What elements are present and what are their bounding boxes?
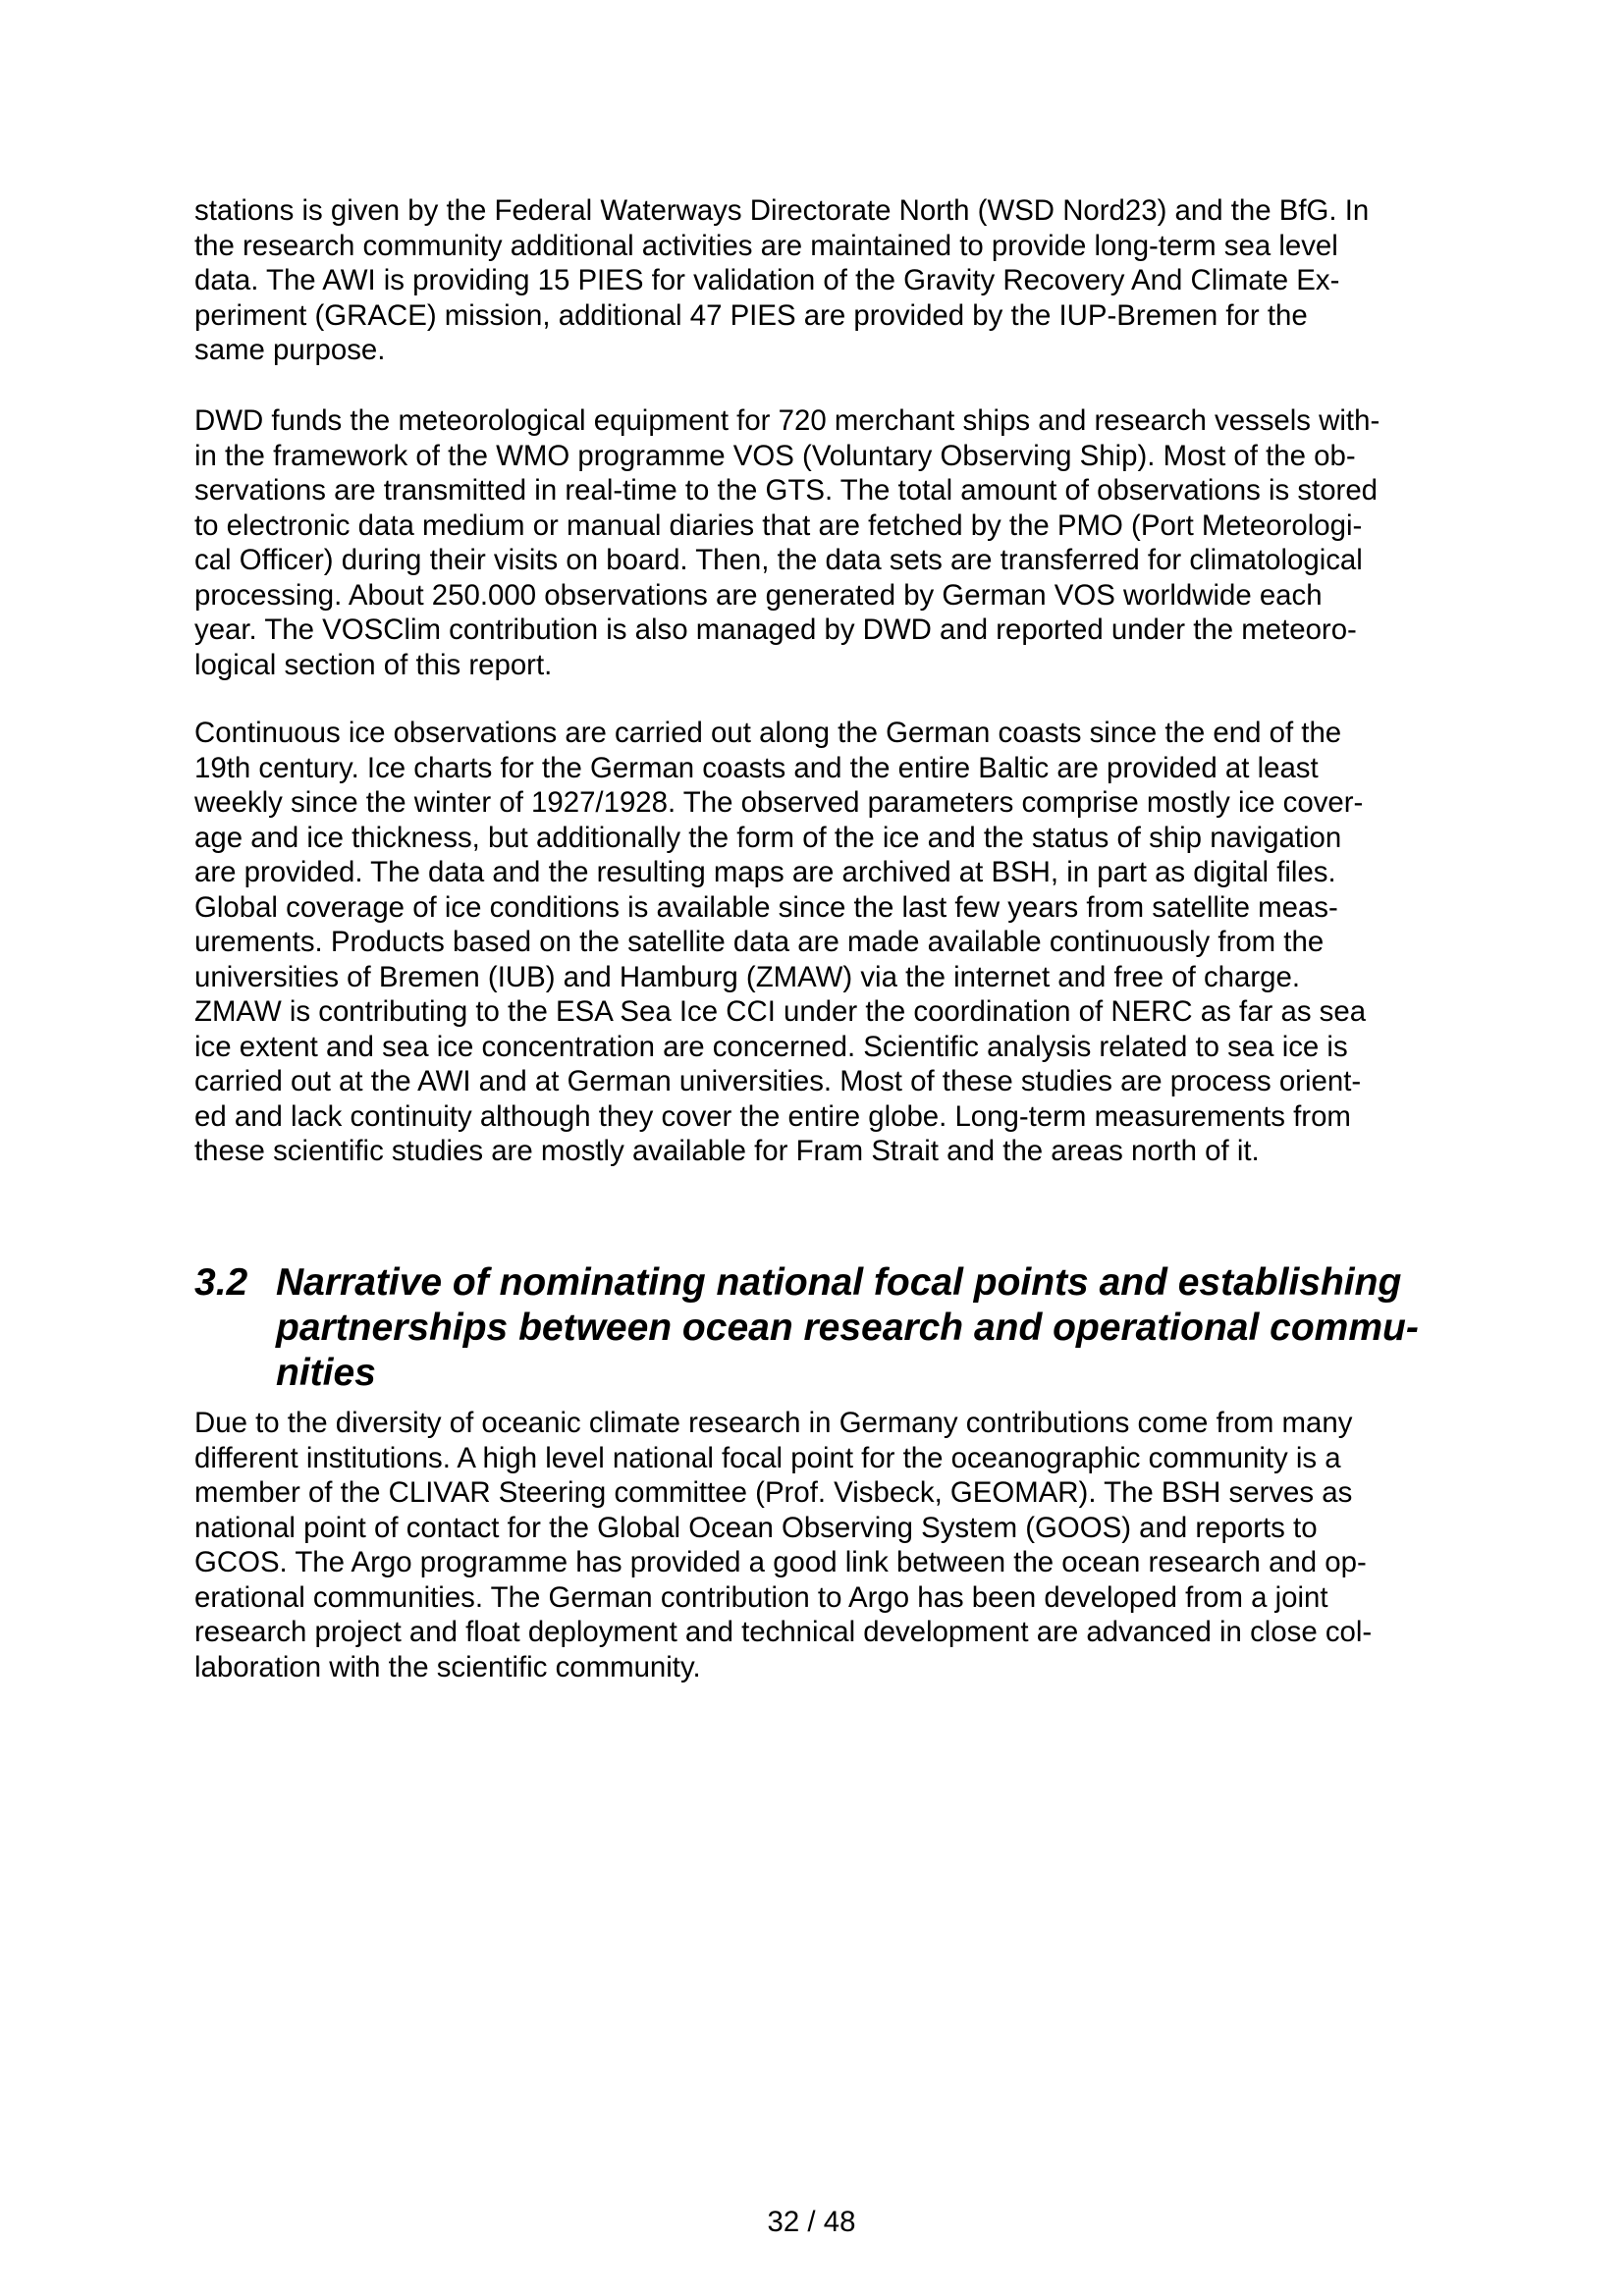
text-line: ZMAW is contributing to the ESA Sea Ice CCI under the coordination of NERC as far as sea	[194, 995, 1367, 1028]
text-line: GCOS. The Argo programme has provided a good link between the ocean research and op-	[194, 1546, 1367, 1578]
text-line: data. The AWI is providing 15 PIES for validation of the Gravity Recovery And Climate Ex-	[194, 264, 1340, 296]
text-line: research project and float deployment and technical development are advanced in close col-	[194, 1616, 1373, 1648]
text-line: in the framework of the WMO programme VOS (Voluntary Observing Ship). Most of the ob-	[194, 439, 1356, 472]
page-number: 32 / 48	[767, 2206, 856, 2238]
section-title-line: nities	[276, 1352, 376, 1394]
text-line: stations is given by the Federal Waterways Directorate North (WSD Nord23) and the BfG. In	[194, 194, 1370, 227]
text-line: servations are transmitted in real-time to the GTS. The total amount of observations is stored	[194, 474, 1379, 507]
text-line: ed and lack continuity although they cover the entire globe. Long-term measurements from	[194, 1099, 1351, 1133]
section-title	[276, 1260, 1419, 1396]
text-line: logical section of this report.	[194, 648, 553, 681]
text-line: Due to the diversity of oceanic climate research in Germany contributions come from many	[194, 1407, 1353, 1439]
paragraph-ice-observations	[194, 716, 1366, 1169]
text-line: DWD funds the meteorological equipment for 720 merchant ships and research vessels with-	[194, 404, 1380, 437]
text-line: these scientific studies are mostly available for Fram Strait and the areas north of it.	[194, 1135, 1260, 1167]
section-title-line: Narrative of nominating national focal points and establishing	[276, 1261, 1402, 1304]
text-line: urements. Products based on the satellite data are made available continuously from the	[194, 926, 1325, 958]
text-line: ice extent and sea ice concentration are concerned. Scientific analysis related to sea ice is	[194, 1030, 1348, 1063]
section-number: 3.2	[194, 1261, 248, 1304]
text-line: to electronic data medium or manual diaries that are fetched by the PMO (Port Meteorologi-	[194, 508, 1363, 542]
text-line: different institutions. A high level national focal point for the oceanographic community is a	[194, 1441, 1341, 1474]
text-line: are provided. The data and the resulting maps are archived at BSH, in part as digital files.	[194, 856, 1336, 888]
section-title-line: partnerships between ocean research and operational commu-	[276, 1307, 1419, 1349]
text-line: the research community additional activities are maintained to provide long-term sea level	[194, 229, 1338, 262]
text-line: national point of contact for the Global Ocean Observing System (GOOS) and reports to	[194, 1511, 1318, 1544]
text-line: carried out at the AWI and at German universities. Most of these studies are process orient-	[194, 1065, 1362, 1097]
text-line: year. The VOSClim contribution is also managed by DWD and reported under the meteoro-	[194, 614, 1357, 646]
text-line: member of the CLIVAR Steering committee (Prof. Visbeck, GEOMAR). The BSH serves as	[194, 1476, 1353, 1509]
text-line: processing. About 250.000 observations are generated by German VOS worldwide each	[194, 578, 1323, 612]
text-line: universities of Bremen (IUB) and Hamburg (ZMAW) via the internet and free of charge.	[194, 960, 1301, 993]
text-line: same purpose.	[194, 334, 386, 366]
text-line: Continuous ice observations are carried out along the German coasts since the end of the	[194, 717, 1342, 749]
text-line: periment (GRACE) mission, additional 47 PIES are provided by the IUP-Bremen for the	[194, 298, 1308, 332]
text-line: 19th century. Ice charts for the German coasts and the entire Baltic are provided at least	[194, 751, 1319, 784]
paragraph-focal-points	[194, 1406, 1372, 1684]
text-line: age and ice thickness, but additionally the form of the ice and the status of ship navigation	[194, 821, 1342, 854]
text-line: cal Officer) during their visits on board. Then, the data sets are transferred for climatological	[194, 544, 1363, 576]
text-line: erational communities. The German contribution to Argo has been developed from a joint	[194, 1580, 1328, 1614]
paragraph-vos	[194, 403, 1380, 682]
text-line: laboration with the scientific community.	[194, 1650, 701, 1683]
paragraph-sea-level	[194, 193, 1369, 368]
text-line: Global coverage of ice conditions is available since the last few years from satellite meas-	[194, 890, 1338, 924]
text-line: weekly since the winter of 1927/1928. The observed parameters comprise mostly ice cover-	[194, 786, 1364, 819]
